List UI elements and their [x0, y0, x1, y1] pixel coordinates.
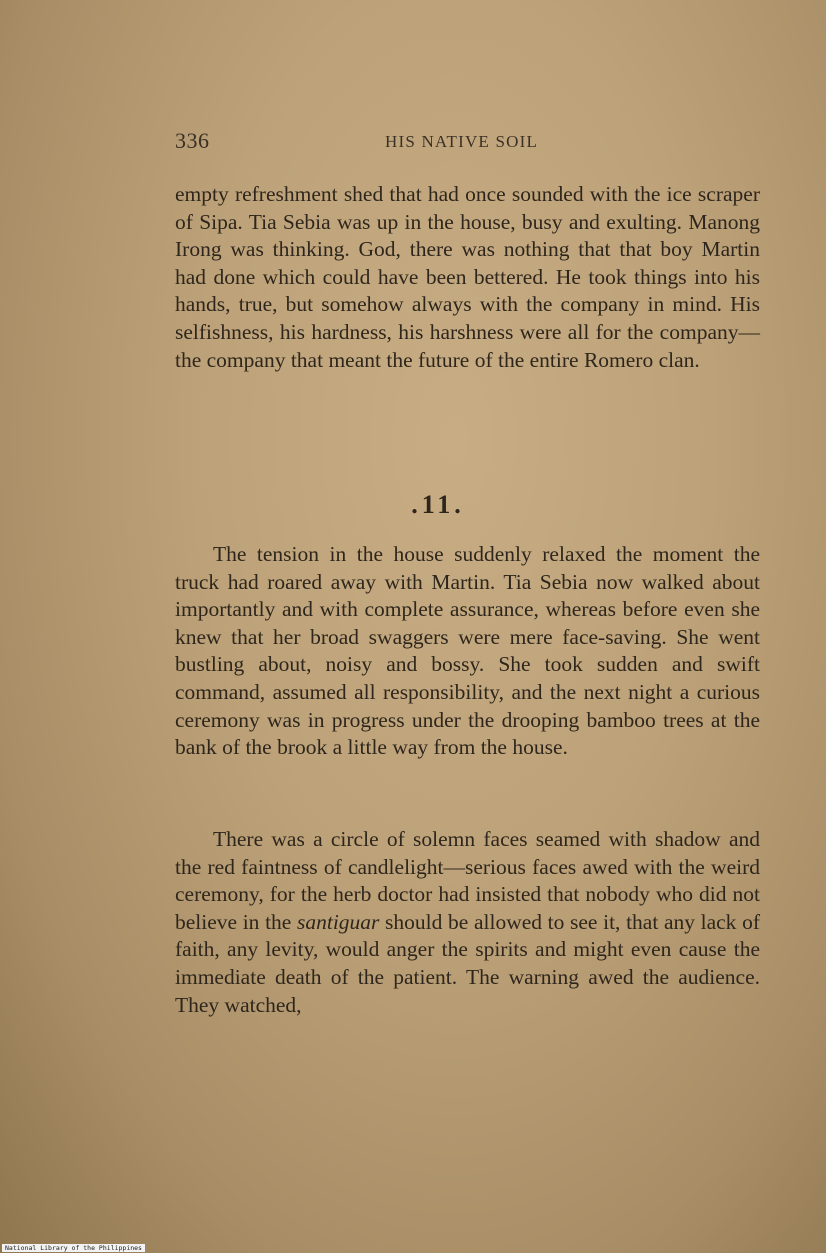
paragraph-1 [175, 181, 760, 374]
paragraph-1-text: empty refreshment shed that had once sounded with the ice scraper of Sipa. Tia Sebia was up in the house, busy and exulting. Manong Irong was thinking. God, there was nothing that that boy Martin had done which could have been bettered. He took things into his hands, true, but somehow always with the company in mind. His selfishness, his hardness, his harshness were all for the company—the company that meant the future of the entire Romero clan. [175, 182, 760, 372]
running-head [175, 128, 760, 158]
paragraph-2-text: The tension in the house suddenly relaxed the moment the truck had roared away with Martin. Tia Sebia now walked about importantly and with complete assurance, whereas before even she knew that her broad swaggers were mere face-saving. She went bustling about, noisy and bossy. She took sudden and swift command, assumed all responsibility, and the next night a curious ceremony was in progress under the drooping bamboo trees at the bank of the brook a little way from the house. [175, 542, 760, 760]
paragraph-3 [175, 826, 760, 1019]
running-title: HIS NATIVE SOIL [385, 132, 539, 151]
section-number [0, 490, 826, 520]
library-credit: National Library of the Philippines [2, 1244, 145, 1252]
paragraph-3-part-1: There was a circle of solemn faces seamed with shadow and the red faintness of candlelight—serious faces awed with the weird ceremony, for the herb doctor had insisted that nobody who did not believe in the [175, 827, 760, 934]
paragraph-3-text [175, 826, 760, 1019]
paragraph-3-part-2: should be allowed to see it, that any lack of faith, any levity, would anger the spirits and might even cause the immediate death of the patient. The warning awed the audience. They watched, [175, 909, 760, 1017]
page-number: 336 [175, 128, 210, 153]
santiguar-italic: santiguar [296, 909, 380, 934]
section-number-text: .11. [411, 490, 465, 519]
paragraph-2 [175, 541, 760, 762]
